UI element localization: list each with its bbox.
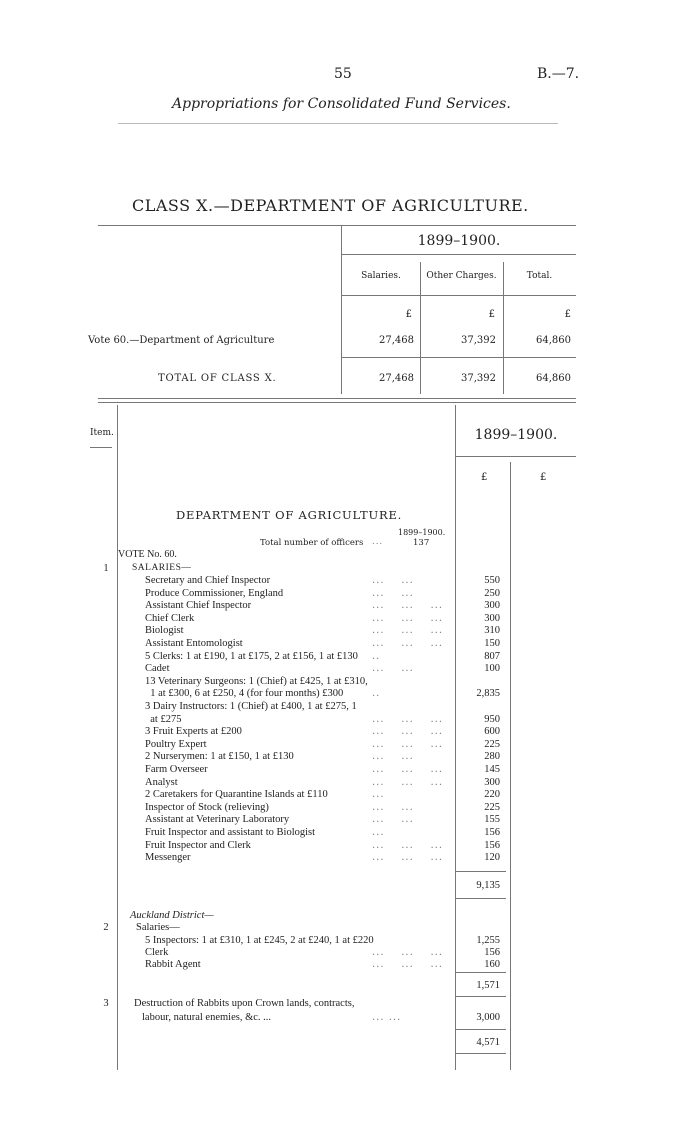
col-total-header: Total.: [526, 271, 553, 281]
row-dots: ... ... ...: [372, 713, 444, 725]
pound-total: £: [564, 309, 571, 320]
row-label: Assistant Entomologist: [145, 638, 243, 649]
item-column-header: Item.: [90, 428, 114, 438]
row-label: Secretary and Chief Inspector: [145, 575, 271, 586]
row-dots: ... ...: [372, 575, 414, 586]
detail-year: 1899–1900.: [474, 427, 558, 443]
row-label: Assistant at Veterinary Laboratory: [145, 814, 290, 826]
row-label: 2 Nurserymen: 1 at £150, 1 at £130: [145, 751, 294, 763]
subtotal1-rule: [456, 871, 506, 872]
row-label: Farm Overseer: [145, 764, 208, 775]
row-label: 2 Caretakers for Quarantine Islands at £110: [145, 789, 328, 801]
row-amount: 120: [484, 852, 500, 864]
col-salaries-header: Salaries.: [361, 271, 401, 281]
row-label: Messenger: [145, 852, 191, 864]
row-amount: 156: [484, 839, 500, 851]
item-number-1: 1: [103, 563, 109, 574]
row-dots: ... ... ...: [372, 776, 444, 788]
row-amount: 225: [484, 738, 500, 750]
total-total: 64,860: [536, 373, 571, 384]
subtotal3-bottom-rule: [456, 1053, 506, 1054]
row-dots: ... ... ...: [372, 612, 444, 624]
total-other: 37,392: [461, 373, 496, 384]
row-amount: 300: [484, 776, 500, 788]
row-dots: ... ... ...: [372, 625, 444, 637]
row-label: 5 Clerks: 1 at £190, 1 at £175, 2 at £156, 1 at £130: [145, 650, 358, 662]
row-amount: 807: [484, 650, 500, 662]
vote-label: Vote 60.—Department of Agriculture: [88, 335, 275, 346]
row-dots: ... ...: [372, 814, 414, 826]
row-label: 13 Veterinary Surgeons: 1 (Chief) at £425, 1 at £310,: [145, 675, 368, 687]
row-amount: 550: [484, 575, 500, 586]
row-label: Chief Clerk: [145, 612, 195, 624]
document-reference: B.—7.: [537, 66, 580, 82]
row-amount: 310: [484, 625, 500, 637]
row-amount: 1,255: [476, 935, 500, 946]
page-number: 55: [334, 66, 352, 82]
vote-other: 37,392: [461, 335, 496, 346]
row-dots: ... ...: [372, 663, 414, 675]
row-amount: 600: [484, 726, 500, 738]
row-label: Clerk: [145, 946, 169, 958]
total-salaries: 27,468: [379, 373, 414, 384]
row-dots: ... ...: [372, 801, 414, 813]
row-label: Produce Commissioner, England: [145, 587, 284, 599]
pound-other: £: [488, 309, 495, 320]
row-label: Fruit Inspector and assistant to Biologist: [145, 827, 316, 838]
item-number-2: 2: [103, 922, 109, 933]
vote-salaries: 27,468: [379, 335, 414, 346]
rabbits-line-1: Destruction of Rabbits upon Crown lands, contracts,: [134, 998, 355, 1009]
row-label: Rabbit Agent: [145, 958, 201, 970]
row-amount: 225: [484, 801, 500, 813]
row-amount: 145: [484, 764, 500, 775]
subtotal2-rule: [456, 972, 506, 973]
amount-column-divider: [455, 405, 456, 1070]
summary-year: 1899–1900.: [417, 233, 501, 249]
summary-year-rule: [342, 254, 576, 255]
row-dots: ... ... ...: [372, 638, 444, 649]
row-dots: ... ... ...: [372, 726, 444, 738]
row-amount: 300: [484, 612, 500, 624]
amount-sub-divider: [510, 462, 511, 1070]
detail-pound-1: £: [481, 472, 488, 483]
item-number-3: 3: [103, 998, 109, 1009]
row-amount: 250: [484, 587, 500, 599]
officers-year: 1899–1900.: [398, 528, 446, 537]
total-class-label: TOTAL OF CLASS X.: [158, 373, 277, 384]
summary-header-rule: [342, 295, 576, 296]
summary-top-rule: [98, 225, 576, 226]
row-label: Analyst: [145, 776, 178, 788]
row-dots: ... ... ...: [372, 946, 444, 958]
col-other-header: Other Charges.: [426, 271, 497, 281]
detail-pound-2: £: [540, 472, 547, 483]
subtotal-2: 1,571: [476, 980, 500, 991]
row-amount: 160: [484, 958, 500, 970]
row-label: 5 Inspectors: 1 at £310, 1 at £245, 2 at £240, 1 at £220: [145, 935, 374, 946]
row-label: Cadet: [145, 663, 170, 675]
item-header-rule: [90, 447, 112, 448]
page-subtitle: Appropriations for Consolidated Fund Services.: [172, 96, 511, 112]
class-title: CLASS X.—DEPARTMENT OF AGRICULTURE.: [132, 196, 529, 215]
row-amount: 156: [484, 827, 500, 838]
officers-dots: ...: [372, 537, 384, 547]
header-rule: [118, 123, 558, 124]
subtotal-1: 9,135: [476, 880, 500, 891]
row-dots: ... ... ...: [372, 738, 444, 750]
row-label: Fruit Inspector and Clerk: [145, 839, 251, 851]
summary-bottom-rule-2: [98, 402, 576, 403]
row-amount: 100: [484, 663, 500, 675]
vote-total: 64,860: [536, 335, 571, 346]
rabbits-dots: ... ...: [372, 1012, 402, 1023]
row-label: 3 Dairy Instructors: 1 (Chief) at £400, 1 at £275, 1: [145, 701, 357, 712]
row-dots: ... ... ...: [372, 958, 444, 970]
officers-label: Total number of officers: [260, 538, 364, 548]
row-amount: 156: [484, 946, 500, 958]
row-amount: 2,835: [476, 688, 500, 700]
auckland-salaries-heading: Salaries—: [136, 922, 180, 933]
department-title: DEPARTMENT OF AGRICULTURE.: [176, 508, 403, 522]
summary-bottom-rule: [98, 398, 576, 399]
row-label: 3 Fruit Experts at £200: [145, 726, 242, 738]
row-label: Biologist: [145, 625, 184, 637]
row-dots: ...: [372, 789, 385, 801]
row-label: Assistant Chief Inspector: [145, 600, 252, 612]
subtotal1-bottom-rule: [456, 898, 506, 899]
subtotal2-bottom-rule: [456, 996, 506, 997]
row-amount: 155: [484, 814, 500, 826]
row-dots: ... ... ...: [372, 764, 444, 775]
row-dots: ... ... ...: [372, 600, 444, 612]
pound-salaries: £: [405, 309, 412, 320]
row-label: Inspector of Stock (relieving): [145, 801, 269, 813]
vote-number: VOTE No. 60.: [118, 549, 177, 560]
detail-year-rule: [456, 456, 576, 457]
item-column-divider: [117, 405, 118, 1070]
row-dots: ..: [372, 688, 381, 700]
officers-count: 137: [413, 538, 430, 548]
row-dots: ... ... ...: [372, 852, 444, 864]
auckland-heading: Auckland District—: [130, 910, 214, 921]
row-label: 1 at £300, 6 at £250, 4 (for four months) £300: [145, 688, 344, 700]
row-amount: 280: [484, 751, 500, 763]
row-label: at £275: [145, 713, 182, 725]
row-amount: 220: [484, 789, 500, 801]
row-dots: ..: [372, 650, 381, 662]
salaries-heading: SALARIES—: [132, 563, 192, 573]
row-label: Poultry Expert: [145, 738, 207, 750]
rabbits-amount: 3,000: [476, 1012, 500, 1023]
subtotal-3: 4,571: [476, 1037, 500, 1048]
rabbits-line-2: labour, natural enemies, &c. ...: [142, 1012, 272, 1023]
row-dots: ... ... ...: [372, 839, 444, 851]
row-amount: 150: [484, 638, 500, 649]
row-dots: ...: [372, 827, 385, 838]
row-dots: ... ...: [372, 751, 414, 763]
row-dots: ... ...: [372, 587, 414, 599]
summary-vote-rule: [342, 357, 576, 358]
row-amount: 950: [484, 713, 500, 725]
row-amount: 300: [484, 600, 500, 612]
subtotal3-rule: [456, 1029, 506, 1030]
